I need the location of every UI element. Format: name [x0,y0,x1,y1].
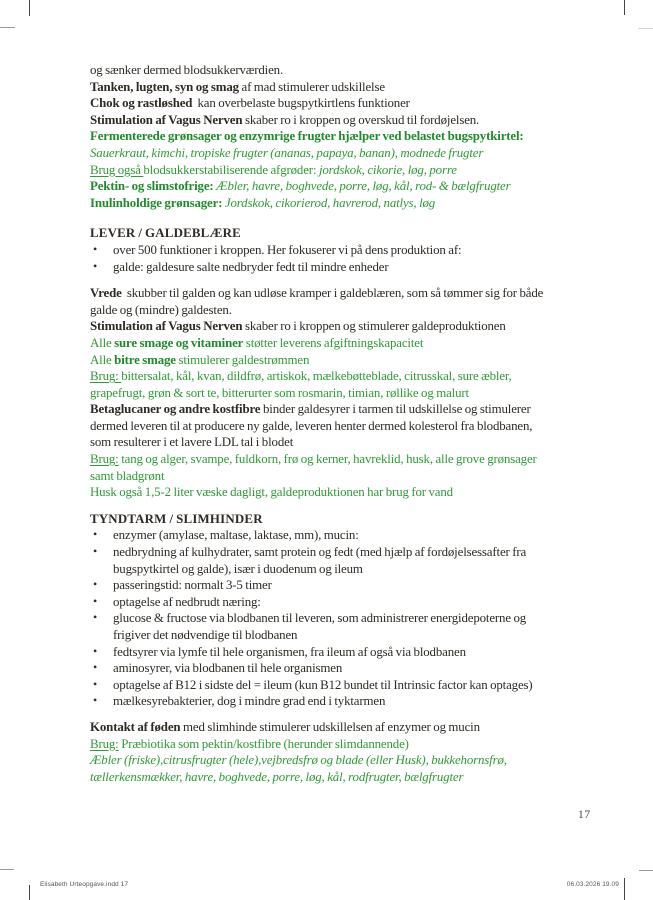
text-line [90,302,585,319]
text-segment: Chok og rastløshed [90,96,193,111]
text-line [90,484,585,501]
text-line [90,736,585,753]
bullet-marker: • [93,693,98,708]
text-segment: af mad stimulerer udskillelse [238,79,385,94]
bullet-continuation [90,561,585,578]
text-segment: Husk også 1,5-2 liter væske dagligt, galdeproduktionen har brug for vand [90,485,453,500]
text-line [90,178,585,195]
text-segment: samt bladgrønt [90,468,165,483]
bullet-item [90,577,585,594]
text-segment: Inulinholdige grønsager: [90,195,225,210]
bullet-marker: • [93,676,98,691]
text-segment: tang og alger, svampe, fuldkorn, frø og kerner, havreklid, husk, alle grove grønsager [118,452,537,467]
text-line [90,128,585,145]
text-segment: blodsukkerstabiliserende afgrøder: [143,162,319,177]
spacer [90,710,585,719]
text-segment: Fermenterede grønsager og enzymrige frugter hjælper ved belastet bugspytkirtel: [90,129,524,144]
text-segment: Æbler, havre, boghvede, porre, løg, kål, rod- & bælgfrugter [216,179,511,194]
footer-filename: Elisabeth Urteopgave.indd 17 [40,881,129,888]
bullet-marker: • [93,643,98,658]
text-segment: grapefrugt, grøn & sort te, bitterurter som rosmarin, timian, røllike og malurt [90,385,469,400]
crop-mark-bottom-right-horizontal [639,870,653,871]
crop-mark-top-left-horizontal [0,27,15,28]
bullet-item [90,259,585,276]
bullet-item [90,693,585,710]
section-heading [90,511,585,528]
bullet-item [90,242,585,259]
bullet-marker: • [93,258,98,273]
text-segment: bitre smage [114,352,176,367]
text-segment: frigiver det nødvendige til blodbanen [113,628,298,642]
text-line [90,95,585,112]
bullet-marker: • [93,660,98,675]
text-line [90,145,585,162]
bullet-item [90,594,585,611]
text-segment: Æbler (friske),citrusfrugter (hele),vejbredsfrø og blade (eller Husk), bukkehornsfrø, [90,753,507,768]
text-segment: galde og (mindre) galdesten. [90,302,232,317]
text-line [90,468,585,485]
text-segment: sure smage og vitaminer [114,335,244,350]
text-line [90,401,585,418]
text-segment: galde: galdesure salte nedbryder fedt til mindre enheder [113,259,389,274]
bullet-marker: • [93,593,98,608]
text-segment: Sauerkraut, kimchi, tropiske frugter (ananas, papaya, banan), modnede frugter [90,145,484,160]
text-line [90,195,585,212]
text-segment: mælkesyrebakterier, dog i mindre grad end i tyktarmen [113,694,386,709]
text-segment: Jordskok, cikorierod, havrerod, natlys, løg [224,195,436,210]
text-segment: Brug: [90,369,122,384]
text-segment: støtter leverens afgiftningskapacitet [243,335,424,350]
text-segment: over 500 funktioner i kroppen. Her fokuserer vi på dens produktion af: [113,242,462,257]
text-line [90,719,585,736]
bullet-item [90,677,585,694]
bullet-marker: • [93,577,98,592]
crop-mark-bottom-right-vertical [624,878,625,900]
spacer [90,275,585,285]
spacer [90,501,585,511]
text-segment: stimulerer galdestrømmen [175,352,310,367]
page-number: 17 [578,809,591,821]
crop-mark-top-left-vertical [29,0,30,16]
crop-mark-top-right-vertical [624,0,625,15]
text-segment: Tanken, lugten, syn og smag [90,79,239,94]
text-segment: med slimhinde stimulerer udskillelsen af enzymer og mucin [180,719,480,734]
crop-mark-bottom-left-vertical [29,885,30,900]
text-segment: skaber ro i kroppen og overskud til fordøjelsen. [242,112,480,127]
text-segment: Alle [90,352,115,367]
spacer [90,211,585,225]
crop-mark-bottom-left-horizontal [0,869,14,870]
text-segment: TYNDTARM / SLIMHINDER [90,511,263,526]
text-line [90,385,585,402]
text-segment: kan overbelaste bugspytkirtlens funktioner [192,96,410,111]
text-segment: enzymer (amylase, maltase, laktase, mm), mucin: [113,528,359,543]
text-segment: og sænker dermed blodsukkerværdien. [90,63,284,77]
text-segment: dermed leveren til at producere ny galde, leveren henter dermed kolesterol fra blodbanen, [90,418,533,433]
text-segment: LEVER / GALDEBLÆRE [90,226,241,241]
text-line [90,335,585,352]
text-segment: fedtsyrer via lymfe til hele organismen, fra ileum af også via blodbanen [113,644,466,659]
text-segment: optagelse af nedbrudt næring: [113,594,261,609]
text-segment: binder galdesyrer i tarmen til udskillelse og stimulerer [260,402,531,417]
footer-timestamp: 06.03.2026 19.09 [566,881,619,888]
bullet-item [90,660,585,677]
document-content [90,62,585,785]
section-heading [90,225,585,242]
text-segment: optagelse af B12 i sidste del = ileum (kun B12 bundet til Intrinsic factor kan optages) [113,677,533,692]
bullet-marker: • [93,241,98,256]
text-line [90,162,585,179]
text-line [90,352,585,369]
text-segment: Brug: [90,452,119,467]
text-line [90,285,585,302]
text-segment: bittersalat, kål, kvan, dildfrø, artiskok, mælkebøtteblade, citrusskal, sure æbler, [121,369,512,384]
bullet-marker: • [93,527,98,542]
text-line [90,434,585,451]
text-segment: passeringstid: normalt 3-5 timer [113,578,272,593]
text-segment: tællerkensmækker, havre, boghvede, porre, løg, kål, rodfrugter, bælgfrugter [90,769,464,784]
bullet-item [90,610,585,627]
text-line [90,769,585,786]
text-segment: nedbrydning af kulhydrater, samt protein og fedt (med hjælp af fordøjelsessafter fra [113,545,527,560]
text-line [90,368,585,385]
bullet-item [90,644,585,661]
text-segment: aminosyrer, via blodbanen til hele organismen [113,661,343,676]
text-line [90,79,585,96]
text-line [90,752,585,769]
bullet-marker: • [93,544,98,559]
text-segment: Stimulation af Vagus Nerven [90,112,243,127]
text-line [90,318,585,335]
text-segment: Brug: [90,736,119,751]
text-line [90,418,585,435]
text-segment: jordskok, cikorie, løg, porre [318,162,457,177]
text-segment: skubber til galden og kan udløse kramper i galdeblæren, som så tømmer sig for både [121,286,544,301]
crop-mark-top-right-horizontal [638,28,653,29]
text-segment: skaber ro i kroppen og stimulerer galdeproduktionen [242,319,506,334]
text-line [90,112,585,129]
text-segment: Stimulation af Vagus Nerven [90,319,243,334]
text-segment: Brug også [90,162,144,177]
text-segment: glucose & fructose via blodbanen til leveren, som administrerer energidepoterne og [113,611,527,626]
text-segment: Betaglucaner og andre kostfibre [90,402,261,417]
bullet-continuation [90,627,585,644]
text-segment: Præbiotika som pektin/kostfibre (herunder slimdannende) [118,736,409,751]
text-segment: Alle [90,335,115,350]
bullet-item [90,544,585,561]
text-segment: Vrede [90,286,122,301]
text-segment: bugspytkirtel og galde), især i duodenum og ileum [113,561,363,576]
bullet-marker: • [93,610,98,625]
text-segment: Pektin- og slimstofrige: [90,179,217,194]
text-segment: som resulterer i et lavere LDL tal i blodet [90,435,294,450]
text-line [90,451,585,468]
text-line [90,62,585,79]
bullet-item [90,527,585,544]
text-segment: Kontakt af føden [90,719,181,734]
